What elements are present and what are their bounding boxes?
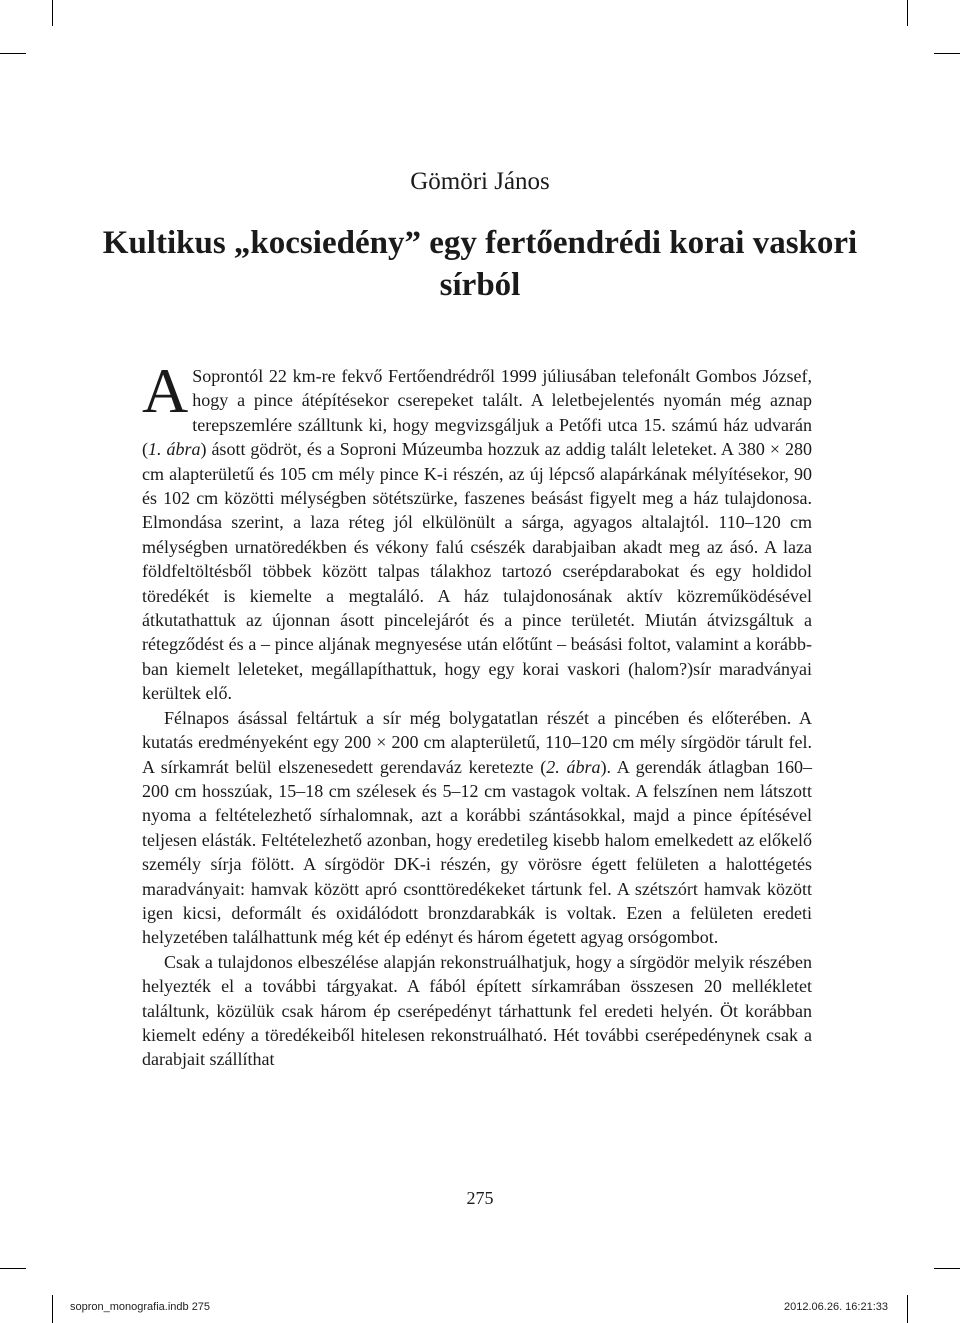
- crop-mark: [0, 53, 26, 54]
- figure-reference: 1. ábra: [148, 439, 201, 460]
- crop-mark: [52, 0, 53, 26]
- footer-filename: sopron_monografia.indb 275: [70, 1301, 211, 1313]
- paragraph-content: [142, 952, 812, 1070]
- crop-mark: [907, 1295, 908, 1323]
- paragraph: [142, 706, 812, 950]
- footer-timestamp: 2012.06.26. 16:21:33: [784, 1301, 888, 1313]
- crop-mark: [907, 0, 908, 26]
- text-run: Soprontól 22 km-re fekvő Fertőendrédről 1999 júliusában telefonált Gombos József, hogy a pince átépítésekor cserepeket talált. A leletbejelentés nyomán még aznap terepszemlére szálltunk ki, hogy megvizsgáljuk a Petőfi utca 15. számú ház udvarán (: [142, 366, 812, 460]
- paragraph-content: [142, 708, 812, 948]
- figure-reference: 2. ábra: [546, 756, 601, 777]
- text-run: Csak a tulajdonos elbeszélése alapján rekonstruálhatjuk, hogy a sírgödör melyik részében helyezték el a további tárgyakat. A fából épített sírkamrában összesen 20 mellékletet találtunk, közülük csak három ép cserépedényt tárhattunk fel eredeti helyén. Öt korábban kiemelt edény a töredékeiből hitelesen rekonstruálható. Hét további cserépedénynek csak a darabjait szállíthat: [142, 951, 812, 1070]
- paragraph: [142, 355, 812, 706]
- crop-mark: [52, 1295, 53, 1323]
- paragraph-content: [142, 355, 812, 704]
- crop-mark: [934, 53, 960, 54]
- text-run: ) ásott gödröt, és a Soproni Múzeumba hozzuk az addig talált leleteket. A 380 × 280 cm alapterületű és 105 cm mély pince K-i részén, az új lépcső alapárkának mélyítésekor, 90 és 102 cm közötti mélységben sötétszürke, faszenes beásást figyelt meg a ház tulajdonosa. Elmondása szerint, a laza réteg jól elkülönült a sárga, agyagos altalajtól. 110–120 cm mélységben urnatöredékben és vékony falú csészék darabjaiban akadt meg az ásó. A laza földfeltöltésből többek között talpas tálakhoz tartozó cserépdarabokat és egy holdidol töredékét is kiemelte a megtaláló. A ház tulajdonosának aktív közreműködésével átkutathattuk az újonnan ásott pincelejárót és a pince területét. Miután átvizsgáltuk a rétegződést és a – pince aljának megnyesése után előtűnt – beásási foltot, valamint a korábbban kiemelt leleteket, megállapíthattuk, hogy egy korai vaskori (halom?)sír maradványai kerültek elő.: [142, 439, 812, 704]
- author-name: Gömöri János: [410, 168, 550, 195]
- article-title: Kultikus „kocsiedény” egy fertőendrédi korai vaskori sírból: [102, 225, 858, 303]
- page-number: 275: [466, 1188, 494, 1208]
- crop-mark: [0, 1268, 26, 1269]
- crop-mark: [934, 1268, 960, 1269]
- drop-cap: A: [142, 355, 189, 426]
- text-run: ). A gerendák átlagban 160–200 cm hosszúak, 15–18 cm szélesek és 5–12 cm vastagok voltak. A felszínen nem látszott nyoma a feltételezhető sírhalomnak, azt a korábbi szántásokkal, majd a pince építésével teljesen elásták. Feltételezhető azonban, hogy eredetileg kisebb halom emelkedett az előkelő személy sírja fölött. A sírgödör DK-i részén, gy vörösre égett felületen a halottégetés maradványait: hamvak között apró csonttöredékeket tártunk fel. A szétszórt hamvak között igen kicsi, deformált és oxidálódott bronzdarabkák is voltak. Ezen a felületen eredeti helyzetében találhattunk még két ép edényt és három égetett agyag orsógombot.: [142, 756, 812, 948]
- paragraph: [142, 950, 812, 1072]
- article-body: [142, 355, 812, 1072]
- text-run: Félnapos ásással feltártuk a sír még bolygatatlan részét a pincében és előterében. A kutatás eredményeként egy 200 × 200 cm alapterületű, 110–120 cm mély sírgödör tárult fel. A sírkamrát belül elszenesedett gerendaváz keretezte (: [142, 707, 812, 777]
